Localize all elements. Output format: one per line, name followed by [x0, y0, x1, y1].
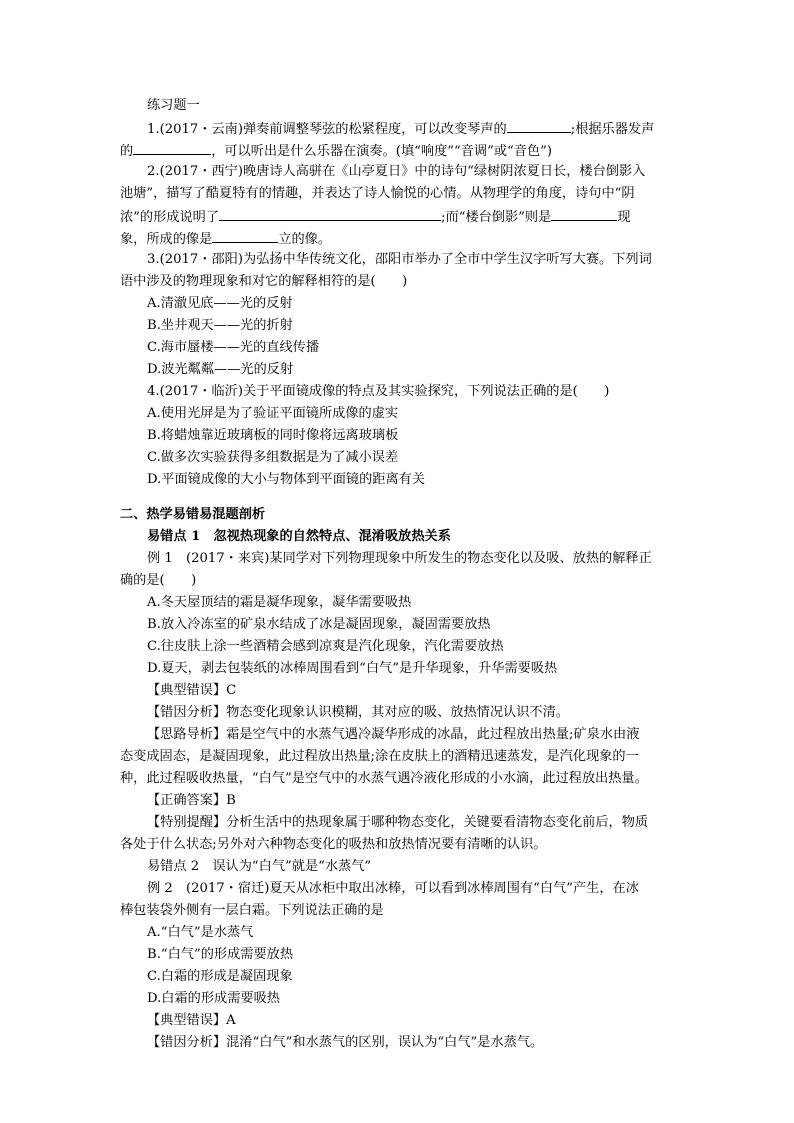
q4-option-c: C.做多次实验获得多组数据是为了减小误差 — [147, 450, 399, 465]
q4-option-d: D.平面镜成像的大小与物体到平面镜的距离有关 — [147, 472, 426, 487]
ex2-error-cause: 【错因分析】混淆“白气”和水蒸气的区别，误认为“白气”是水蒸气。 — [147, 1035, 544, 1050]
answer-blank — [551, 206, 617, 221]
answer-blank — [507, 118, 571, 133]
answer-blank — [212, 228, 278, 243]
q3-line2: 语中涉及的物理现象和对它的解释相符的是( ) — [120, 274, 408, 289]
q3-option-d: D.波光粼粼——光的反射 — [147, 362, 294, 377]
q4-option-b: B.将蜡烛靠近玻璃板的同时像将远离玻璃板 — [147, 428, 399, 443]
q1-line1: 1.(2017・云南)弹奏前调整琴弦的松紧程度，可以改变琴声的 ;根据乐器发声 — [147, 118, 654, 138]
ex1-guide-line2: 态变成固态，是凝固现象，此过程放出热量;涂在皮肤上的酒精迅速蒸发，是汽化现象的一 — [120, 749, 639, 764]
ex1-guide-line3: 种，此过程吸收热量，“白气”是空气中的水蒸气遇冷液化形成的小水滴，此过程放出热量。 — [120, 771, 648, 786]
ex2-typical-error: 【典型错误】A — [147, 1013, 236, 1028]
q3-line1: 3.(2017・邵阳)为弘扬中华传统文化，邵阳市举办了全市中学生汉字听写大赛。下列词 — [147, 252, 652, 267]
answer-blank — [219, 206, 441, 221]
error-point-1: 易错点 1 忽视热现象的自然特点、混淆吸放热关系 — [147, 529, 451, 544]
ex1-option-c: C.往皮肤上涂一些酒精会感到凉爽是汽化现象，汽化需要放热 — [147, 639, 504, 654]
q2-line3: 浓”的形成说明了 ;而“楼台倒影”则是 现 — [120, 206, 631, 226]
error-point-2: 易错点 2 误认为“白气”就是“水蒸气” — [147, 859, 372, 874]
exercise-title: 练习题一 — [147, 98, 200, 113]
q3-option-c: C.海市蜃楼——光的直线传播 — [147, 340, 320, 355]
ex1-tip-line2: 各处于什么状态;另外对六种物态变化的吸热和放热情况要有清晰的认识。 — [120, 837, 547, 852]
ex1-option-a: A.冬天屋顶结的霜是凝华现象，凝华需要吸热 — [147, 595, 412, 610]
q3-option-a: A.清澈见底——光的反射 — [147, 296, 293, 311]
ex1-option-d: D.夏天，剥去包装纸的冰棒周围看到“白气”是升华现象，升华需要吸热 — [147, 661, 558, 676]
ex1-tip-line1: 【特别提醒】分析生活中的热现象属于哪种物态变化，关键要看清物态变化前后，物质 — [147, 815, 649, 830]
answer-blank — [133, 140, 211, 155]
ex1-answer: 【正确答案】B — [147, 793, 236, 808]
ex1-error-cause: 【错因分析】物态变化现象认识模糊，其对应的吸、放热情况认识不清。 — [147, 705, 569, 720]
ex2-option-b: B.“白气”的形成需要放热 — [147, 947, 294, 962]
q2-line1: 2.(2017・西宁)晚唐诗人高骈在《山亭夏日》中的诗句“绿树阴浓夏日长，楼台倒影入 — [147, 164, 646, 179]
ex2-line2: 棒包装袋外侧有一层白霜。下列说法正确的是 — [120, 903, 384, 918]
q2-line4: 象，所成的像是 立的像。 — [120, 228, 331, 248]
q3-option-b: B.坐井观天——光的折射 — [147, 318, 293, 333]
q4-option-a: A.使用光屏是为了验证平面镜所成像的虚实 — [147, 406, 399, 421]
ex1-guide-line1: 【思路导析】霜是空气中的水蒸气遇冷凝华形成的冰晶，此过程放出热量;矿泉水由液 — [147, 727, 640, 742]
ex2-line1: 例 2 (2017・宿迁)夏天从冰柜中取出冰棒，可以看到冰棒周围有“白气”产生，在冰 — [147, 881, 639, 896]
ex2-option-d: D.白霜的形成需要吸热 — [147, 991, 280, 1006]
section-heading: 二、热学易错易混题剖析 — [120, 507, 266, 522]
ex2-option-a: A.“白气”是水蒸气 — [147, 925, 254, 940]
ex1-line2: 确的是( ) — [120, 573, 197, 588]
q4-line1: 4.(2017・临沂)关于平面镜成像的特点及其实验探究，下列说法正确的是( ) — [147, 384, 610, 399]
q1-line2: 的 ，可以听出是什么乐器在演奏。(填“响度”“音调”或“音色”) — [120, 140, 552, 160]
ex1-option-b: B.放入冷冻室的矿泉水结成了冰是凝固现象，凝固需要放热 — [147, 617, 491, 632]
ex1-typical-error: 【典型错误】C — [147, 683, 237, 698]
ex1-line1: 例 1 (2017・来宾)某同学对下列物理现象中所发生的物态变化以及吸、放热的解释正 — [147, 551, 652, 566]
q2-line2: 池塘”，描写了酷夏特有的情趣，并表达了诗人愉悦的心情。从物理学的角度，诗句中“阴 — [120, 186, 635, 201]
ex2-option-c: C.白霜的形成是凝固现象 — [147, 969, 293, 984]
